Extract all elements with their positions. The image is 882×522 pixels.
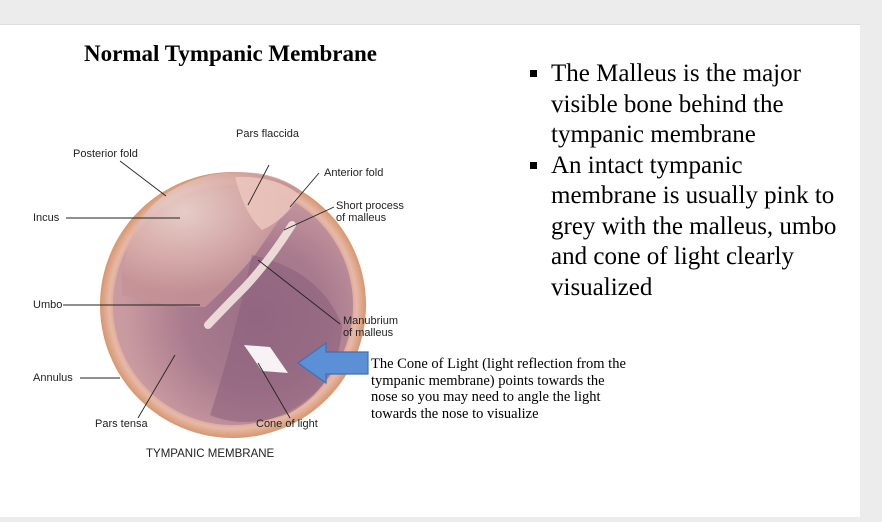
- label-posterior-fold: Posterior fold: [73, 148, 138, 160]
- tympanic-membrane-illustration: [0, 25, 470, 517]
- bullet-list: [520, 59, 850, 303]
- label-cone-of-light: Cone of light: [256, 418, 318, 430]
- figure-caption: TYMPANIC MEMBRANE: [146, 448, 275, 460]
- label-pars-flaccida: Pars flaccida: [236, 128, 299, 140]
- label-short-process-line1: Short process: [336, 200, 404, 212]
- label-short-process-line2: of malleus: [336, 212, 387, 224]
- label-manubrium-line2: of malleus: [343, 327, 394, 339]
- slide-title: Normal Tympanic Membrane: [84, 41, 378, 66]
- square-bullet-icon: [530, 162, 537, 169]
- tympanic-membrane-figure: [0, 25, 470, 517]
- label-umbo: Umbo: [33, 299, 63, 311]
- bullet-text: An intact tympanic membrane is usually pink to grey with the malleus, umbo and cone of light clearly visualized: [551, 151, 837, 301]
- label-annulus: Annulus: [33, 372, 73, 384]
- square-bullet-icon: [530, 70, 537, 77]
- label-pars-tensa: Pars tensa: [95, 418, 148, 430]
- label-incus: Incus: [33, 212, 60, 224]
- bullet-text: The Malleus is the major visible bone behind the tympanic membrane: [551, 60, 801, 148]
- label-manubrium-line1: Manubrium: [343, 315, 399, 327]
- bullet-item: [520, 59, 850, 151]
- bullet-item: [520, 151, 850, 304]
- slide: [0, 24, 860, 517]
- label-anterior-fold: Anterior fold: [324, 167, 384, 179]
- cone-of-light-note: The Cone of Light (light reflection from the tympanic membrane) points towards the nose so you may need to angle the light towards the nose to visualize: [371, 356, 626, 422]
